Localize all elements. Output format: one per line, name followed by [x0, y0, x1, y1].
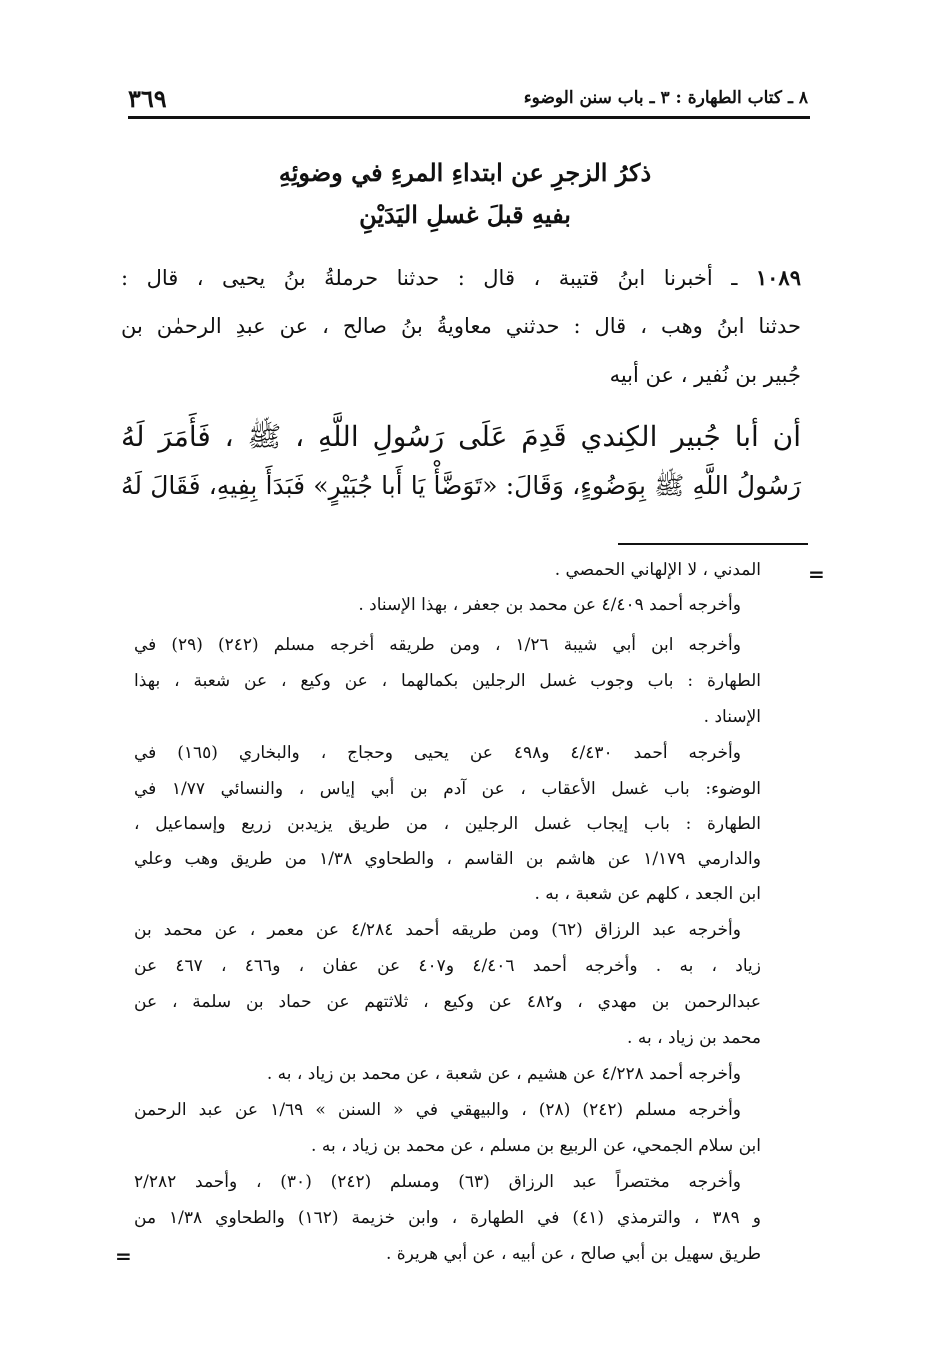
running-header — [128, 82, 808, 114]
footnote-line: عبدالرحمن بن مهدي ، و٤٨٢ عن وكيع ، ثلاثتهم عن حماد بن سلمة ، عن — [134, 992, 761, 1012]
footnote-line: وأخرجه أحمد ٤/٤٠٩ عن محمد بن جعفر ، بهذا الإسناد . — [358, 595, 741, 615]
hadith-number: ١٠٨٩ — [755, 265, 801, 290]
footnote-continuation-mark-bottom: = — [115, 1244, 132, 1268]
footnote-line: وأخرجه عبد الرزاق (٦٢) ومن طريقه أحمد ٤/٢٨٤ عن معمر ، عن محمد بن — [134, 920, 741, 940]
footnote-line: و ٣٨٩ ، والترمذي (٤١) في الطهارة ، وابن خزيمة (١٦٢) والطحاوي ١/٣٨ من — [134, 1208, 761, 1228]
footnote-line: الطهارة : باب إيجاب غسل الرجلين ، من طريق يزيدبن زريع وإسماعيل ، — [134, 814, 761, 834]
footnote-continuation-mark-top: = — [808, 562, 825, 586]
footnote-line: وأخرجه ابن أبي شيبة ١/٢٦ ، ومن طريقه أخرجه مسلم (٢٤٢) (٢٩) في — [134, 635, 741, 655]
footnote-line: ابن سلام الجمحي، عن الربيع بن مسلم ، عن محمد بن زياد ، به . — [311, 1136, 761, 1156]
chapter-title-line-1: ذكرُ الزجرِ عن ابتداءِ المرءِ في وضوئِهِ — [278, 158, 652, 187]
isnad-line-2: حدثنا ابنُ وهب ، قال : حدثني معاويةُ بنُ صالح ، عن عبدِ الرحمٰن بن — [121, 314, 801, 338]
footnote-line: وأخرجه أحمد ٤/٤٣٠ و٤٩٨ عن يحيى وحجاج ، والبخاري (١٦٥) في — [134, 743, 741, 763]
isnad-line-1 — [121, 265, 801, 290]
footnote-line: وأخرجه أحمد ٤/٢٢٨ عن هشيم ، عن شعبة ، عن محمد بن زياد ، به . — [266, 1064, 741, 1084]
matn-line-2: رَسُولُ اللَّهِ ﷺ بِوَضُوءٍ، وَقَالَ: «تَوَضَّأْ يَا أَبا جُبَيْرٍ» فَبَدَأَ بِفِيهِ، فَقَالَ لَهُ — [121, 471, 801, 500]
footnote-line: محمد بن زياد ، به . — [627, 1028, 761, 1048]
footnote-line: ابن الجعد ، كلهم عن شعبة ، به . — [534, 884, 761, 904]
footnote-rule — [618, 543, 808, 545]
isnad-line-3: جُبير بن نُفير ، عن أبيه — [609, 363, 801, 387]
isnad-text: ـ أخبرنا ابنُ قتيبة ، قال : حدثنا حرملةُ بنُ يحيى ، قال : — [121, 266, 738, 290]
header-rule — [128, 116, 810, 119]
footnote-line: الطهارة : باب وجوب غسل الرجلين بكمالهما ، عن وكيع ، عن شعبة ، بهذا — [134, 671, 761, 691]
footnote-line: طريق سهيل بن أبي صالح ، عن أبيه ، عن أبي هريرة . — [385, 1244, 761, 1264]
running-header-title: ٨ ـ كتاب الطهارة : ٣ ـ باب سنن الوضوء — [523, 88, 808, 108]
page-number: ٣٦٩ — [128, 84, 167, 113]
footnote-line: الإسناد . — [703, 707, 761, 727]
footnote-line: وأخرجه مسلم (٢٤٢) (٢٨) ، والبيهقي في « السنن » ١/٦٩ عن عبد الرحمن — [134, 1100, 741, 1120]
footnote-line: المدني ، لا الإلهاني الحمصي . — [554, 560, 761, 580]
footnote-line: وأخرجه مختصراً عبد الرزاق (٦٣) ومسلم (٢٤٢) (٣٠) ، وأحمد ٢/٢٨٢ — [134, 1172, 741, 1192]
footnote-line: زياد ، به . وأخرجه أحمد ٤/٤٠٦ و٤٠٧ عن عفان ، و٤٦٦ ، ٤٦٧ عن — [134, 956, 761, 976]
chapter-title-line-2: بفيهِ قبلَ غسلِ اليَدَيْنِ — [359, 200, 571, 229]
matn-line-1: أن أبا جُبير الكِندي قَدِمَ عَلَى رَسُولِ اللَّهِ ، ﷺ ، فَأَمَرَ لَهُ — [121, 420, 801, 453]
footnote-line: الوضوء: باب غسل الأعقاب ، عن آدم بن أبي إياس ، والنسائي ١/٧٧ في — [134, 779, 761, 799]
footnote-line: والدارمي ١/١٧٩ عن هاشم بن القاسم ، والطحاوي ١/٣٨ من طريق وهب وعلي — [134, 849, 761, 869]
